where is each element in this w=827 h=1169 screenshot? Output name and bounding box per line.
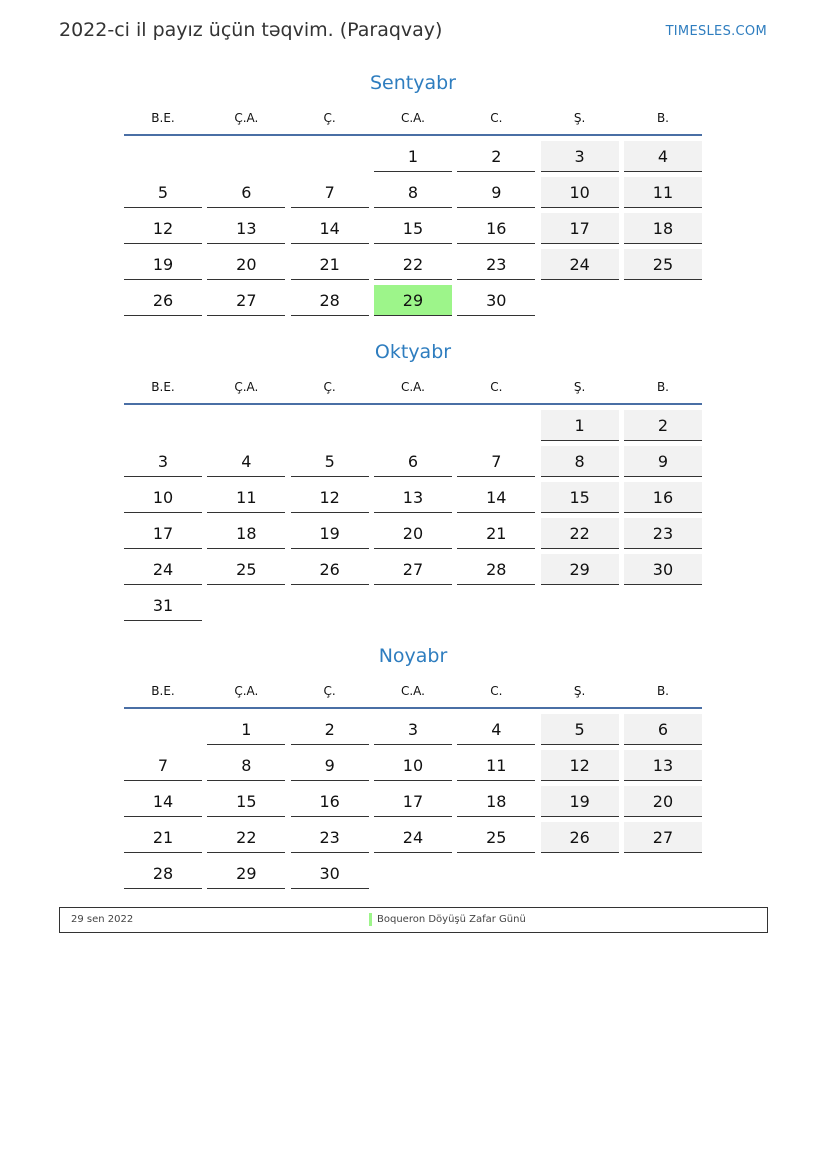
day-cell[interactable]: 24 [374, 822, 452, 853]
day-cell[interactable]: 5 [291, 446, 369, 477]
month-october [124, 339, 702, 626]
weekday-label: C. [490, 380, 503, 394]
weekday-label: Ç. [323, 684, 336, 698]
weekday-header [124, 106, 702, 136]
empty-day-cell [207, 410, 285, 441]
day-cell[interactable]: 15 [207, 786, 285, 817]
week-row [124, 590, 702, 626]
day-cell[interactable]: 13 [207, 213, 285, 244]
weekday-label: Ş. [573, 684, 586, 698]
weekday-label: C.A. [400, 111, 425, 125]
empty-day-cell [457, 590, 535, 621]
empty-day-cell [124, 410, 202, 441]
day-cell[interactable]: 31 [124, 590, 202, 621]
week-row [124, 750, 702, 786]
week-row [124, 249, 702, 285]
day-cell[interactable]: 21 [124, 822, 202, 853]
day-cell[interactable]: 2 [624, 410, 702, 441]
weekday-label: B.E. [151, 684, 175, 698]
day-cell[interactable]: 16 [457, 213, 535, 244]
day-cell[interactable]: 4 [207, 446, 285, 477]
day-cell[interactable]: 6 [207, 177, 285, 208]
empty-day-cell [374, 410, 452, 441]
day-cell[interactable]: 30 [624, 554, 702, 585]
day-cell[interactable]: 23 [457, 249, 535, 280]
day-cell[interactable]: 12 [541, 750, 619, 781]
day-cell[interactable]: 5 [541, 714, 619, 745]
day-cell[interactable]: 18 [207, 518, 285, 549]
day-cell[interactable]: 20 [207, 249, 285, 280]
weekday-label: C.A. [400, 684, 425, 698]
day-cell[interactable]: 9 [291, 750, 369, 781]
day-cell[interactable]: 26 [124, 285, 202, 316]
week-row [124, 285, 702, 321]
day-cell[interactable]: 26 [541, 822, 619, 853]
weekday-label: Ç. [323, 111, 336, 125]
month-name: Noyabr [378, 645, 448, 667]
weekday-label: B. [656, 111, 669, 125]
day-cell[interactable]: 24 [124, 554, 202, 585]
month-september [124, 70, 702, 321]
weekday-header [124, 375, 702, 405]
day-cell[interactable]: 10 [541, 177, 619, 208]
day-cell[interactable]: 16 [291, 786, 369, 817]
weekday-label: Ç.A. [234, 684, 259, 698]
day-cell[interactable]: 30 [291, 858, 369, 889]
day-cell[interactable]: 30 [457, 285, 535, 316]
weekday-label: B.E. [151, 380, 175, 394]
day-cell[interactable]: 21 [457, 518, 535, 549]
day-cell[interactable]: 1 [541, 410, 619, 441]
day-grid [124, 141, 702, 321]
day-cell[interactable]: 23 [291, 822, 369, 853]
day-cell[interactable]: 10 [374, 750, 452, 781]
day-cell[interactable]: 7 [291, 177, 369, 208]
week-row [124, 554, 702, 590]
day-cell[interactable]: 8 [374, 177, 452, 208]
day-cell[interactable]: 2 [291, 714, 369, 745]
week-row [124, 177, 702, 213]
weekday-label: Ç.A. [234, 380, 259, 394]
weekday-label: B. [656, 380, 669, 394]
day-cell[interactable]: 12 [124, 213, 202, 244]
day-cell[interactable]: 28 [291, 285, 369, 316]
weekday-label: B.E. [151, 111, 175, 125]
empty-day-cell [624, 590, 702, 621]
weekday-label: Ş. [573, 380, 586, 394]
legend-holiday-name: Boqueron Döyüşü Zafar Günü [377, 914, 526, 925]
day-cell[interactable]: 22 [374, 249, 452, 280]
day-cell[interactable]: 10 [124, 482, 202, 513]
day-grid [124, 410, 702, 626]
brand-link[interactable]: TIMESLES.COM [665, 24, 767, 39]
day-cell[interactable]: 13 [624, 750, 702, 781]
day-cell[interactable]: 7 [124, 750, 202, 781]
day-cell[interactable]: 18 [624, 213, 702, 244]
day-cell[interactable]: 14 [291, 213, 369, 244]
empty-day-cell [207, 141, 285, 172]
day-cell[interactable]: 14 [457, 482, 535, 513]
page-title: 2022-ci il payız üçün təqvim. (Paraqvay) [59, 19, 443, 41]
month-november [124, 643, 702, 894]
day-cell[interactable]: 19 [291, 518, 369, 549]
week-row [124, 141, 702, 177]
day-cell[interactable]: 8 [541, 446, 619, 477]
day-cell[interactable]: 9 [624, 446, 702, 477]
day-cell[interactable]: 6 [624, 714, 702, 745]
empty-day-cell [124, 714, 202, 745]
day-cell[interactable]: 25 [624, 249, 702, 280]
week-row [124, 714, 702, 750]
day-cell[interactable]: 24 [541, 249, 619, 280]
day-cell[interactable]: 13 [374, 482, 452, 513]
day-cell[interactable]: 19 [541, 786, 619, 817]
empty-day-cell [124, 141, 202, 172]
day-cell[interactable]: 27 [207, 285, 285, 316]
empty-day-cell [291, 141, 369, 172]
day-cell[interactable]: 5 [124, 177, 202, 208]
day-cell[interactable]: 11 [207, 482, 285, 513]
day-cell[interactable]: 17 [541, 213, 619, 244]
day-cell[interactable]: 29 [541, 554, 619, 585]
day-cell[interactable]: 12 [291, 482, 369, 513]
empty-day-cell [624, 285, 702, 316]
empty-day-cell [624, 858, 702, 889]
holiday-day-cell[interactable]: 29 [374, 285, 452, 316]
empty-day-cell [291, 590, 369, 621]
day-cell[interactable]: 8 [207, 750, 285, 781]
day-cell[interactable]: 3 [541, 141, 619, 172]
day-cell[interactable]: 28 [124, 858, 202, 889]
weekday-label: Ç. [323, 380, 336, 394]
day-cell[interactable]: 21 [291, 249, 369, 280]
week-row [124, 213, 702, 249]
day-cell[interactable]: 25 [207, 554, 285, 585]
day-cell[interactable]: 11 [624, 177, 702, 208]
month-name: Oktyabr [374, 341, 452, 363]
weekday-label: Ç.A. [234, 111, 259, 125]
holiday-legend [59, 907, 768, 933]
day-cell[interactable]: 19 [124, 249, 202, 280]
day-cell[interactable]: 20 [624, 786, 702, 817]
week-row [124, 482, 702, 518]
day-cell[interactable]: 2 [457, 141, 535, 172]
empty-day-cell [457, 858, 535, 889]
day-cell[interactable]: 25 [457, 822, 535, 853]
weekday-label: B. [656, 684, 669, 698]
day-cell[interactable]: 27 [624, 822, 702, 853]
week-row [124, 446, 702, 482]
empty-day-cell [541, 858, 619, 889]
day-cell[interactable]: 22 [541, 518, 619, 549]
day-cell[interactable]: 4 [624, 141, 702, 172]
day-cell[interactable]: 3 [124, 446, 202, 477]
weekday-label: C. [490, 111, 503, 125]
day-cell[interactable]: 11 [457, 750, 535, 781]
weekday-label: Ş. [573, 111, 586, 125]
day-cell[interactable]: 29 [207, 858, 285, 889]
month-name: Sentyabr [369, 72, 456, 94]
day-cell[interactable]: 27 [374, 554, 452, 585]
day-cell[interactable]: 26 [291, 554, 369, 585]
day-cell[interactable]: 23 [624, 518, 702, 549]
empty-day-cell [291, 410, 369, 441]
day-cell[interactable]: 3 [374, 714, 452, 745]
day-cell[interactable]: 4 [457, 714, 535, 745]
weekday-label: C. [490, 684, 503, 698]
week-row [124, 410, 702, 446]
day-cell[interactable]: 17 [374, 786, 452, 817]
day-cell[interactable]: 7 [457, 446, 535, 477]
day-cell[interactable]: 17 [124, 518, 202, 549]
week-row [124, 786, 702, 822]
day-cell[interactable]: 28 [457, 554, 535, 585]
empty-day-cell [541, 285, 619, 316]
weekday-header [124, 679, 702, 709]
day-cell[interactable]: 1 [374, 141, 452, 172]
day-cell[interactable]: 6 [374, 446, 452, 477]
empty-day-cell [207, 590, 285, 621]
empty-day-cell [374, 858, 452, 889]
day-cell[interactable]: 18 [457, 786, 535, 817]
weekday-label: C.A. [400, 380, 425, 394]
day-cell[interactable]: 20 [374, 518, 452, 549]
day-cell[interactable]: 14 [124, 786, 202, 817]
day-cell[interactable]: 22 [207, 822, 285, 853]
day-cell[interactable]: 9 [457, 177, 535, 208]
day-cell[interactable]: 15 [374, 213, 452, 244]
week-row [124, 858, 702, 894]
legend-date: 29 sen 2022 [71, 914, 134, 925]
day-cell[interactable]: 1 [207, 714, 285, 745]
empty-day-cell [541, 590, 619, 621]
empty-day-cell [457, 410, 535, 441]
day-cell[interactable]: 16 [624, 482, 702, 513]
empty-day-cell [374, 590, 452, 621]
week-row [124, 518, 702, 554]
legend-color-marker [369, 913, 372, 926]
day-cell[interactable]: 15 [541, 482, 619, 513]
week-row [124, 822, 702, 858]
day-grid [124, 714, 702, 894]
